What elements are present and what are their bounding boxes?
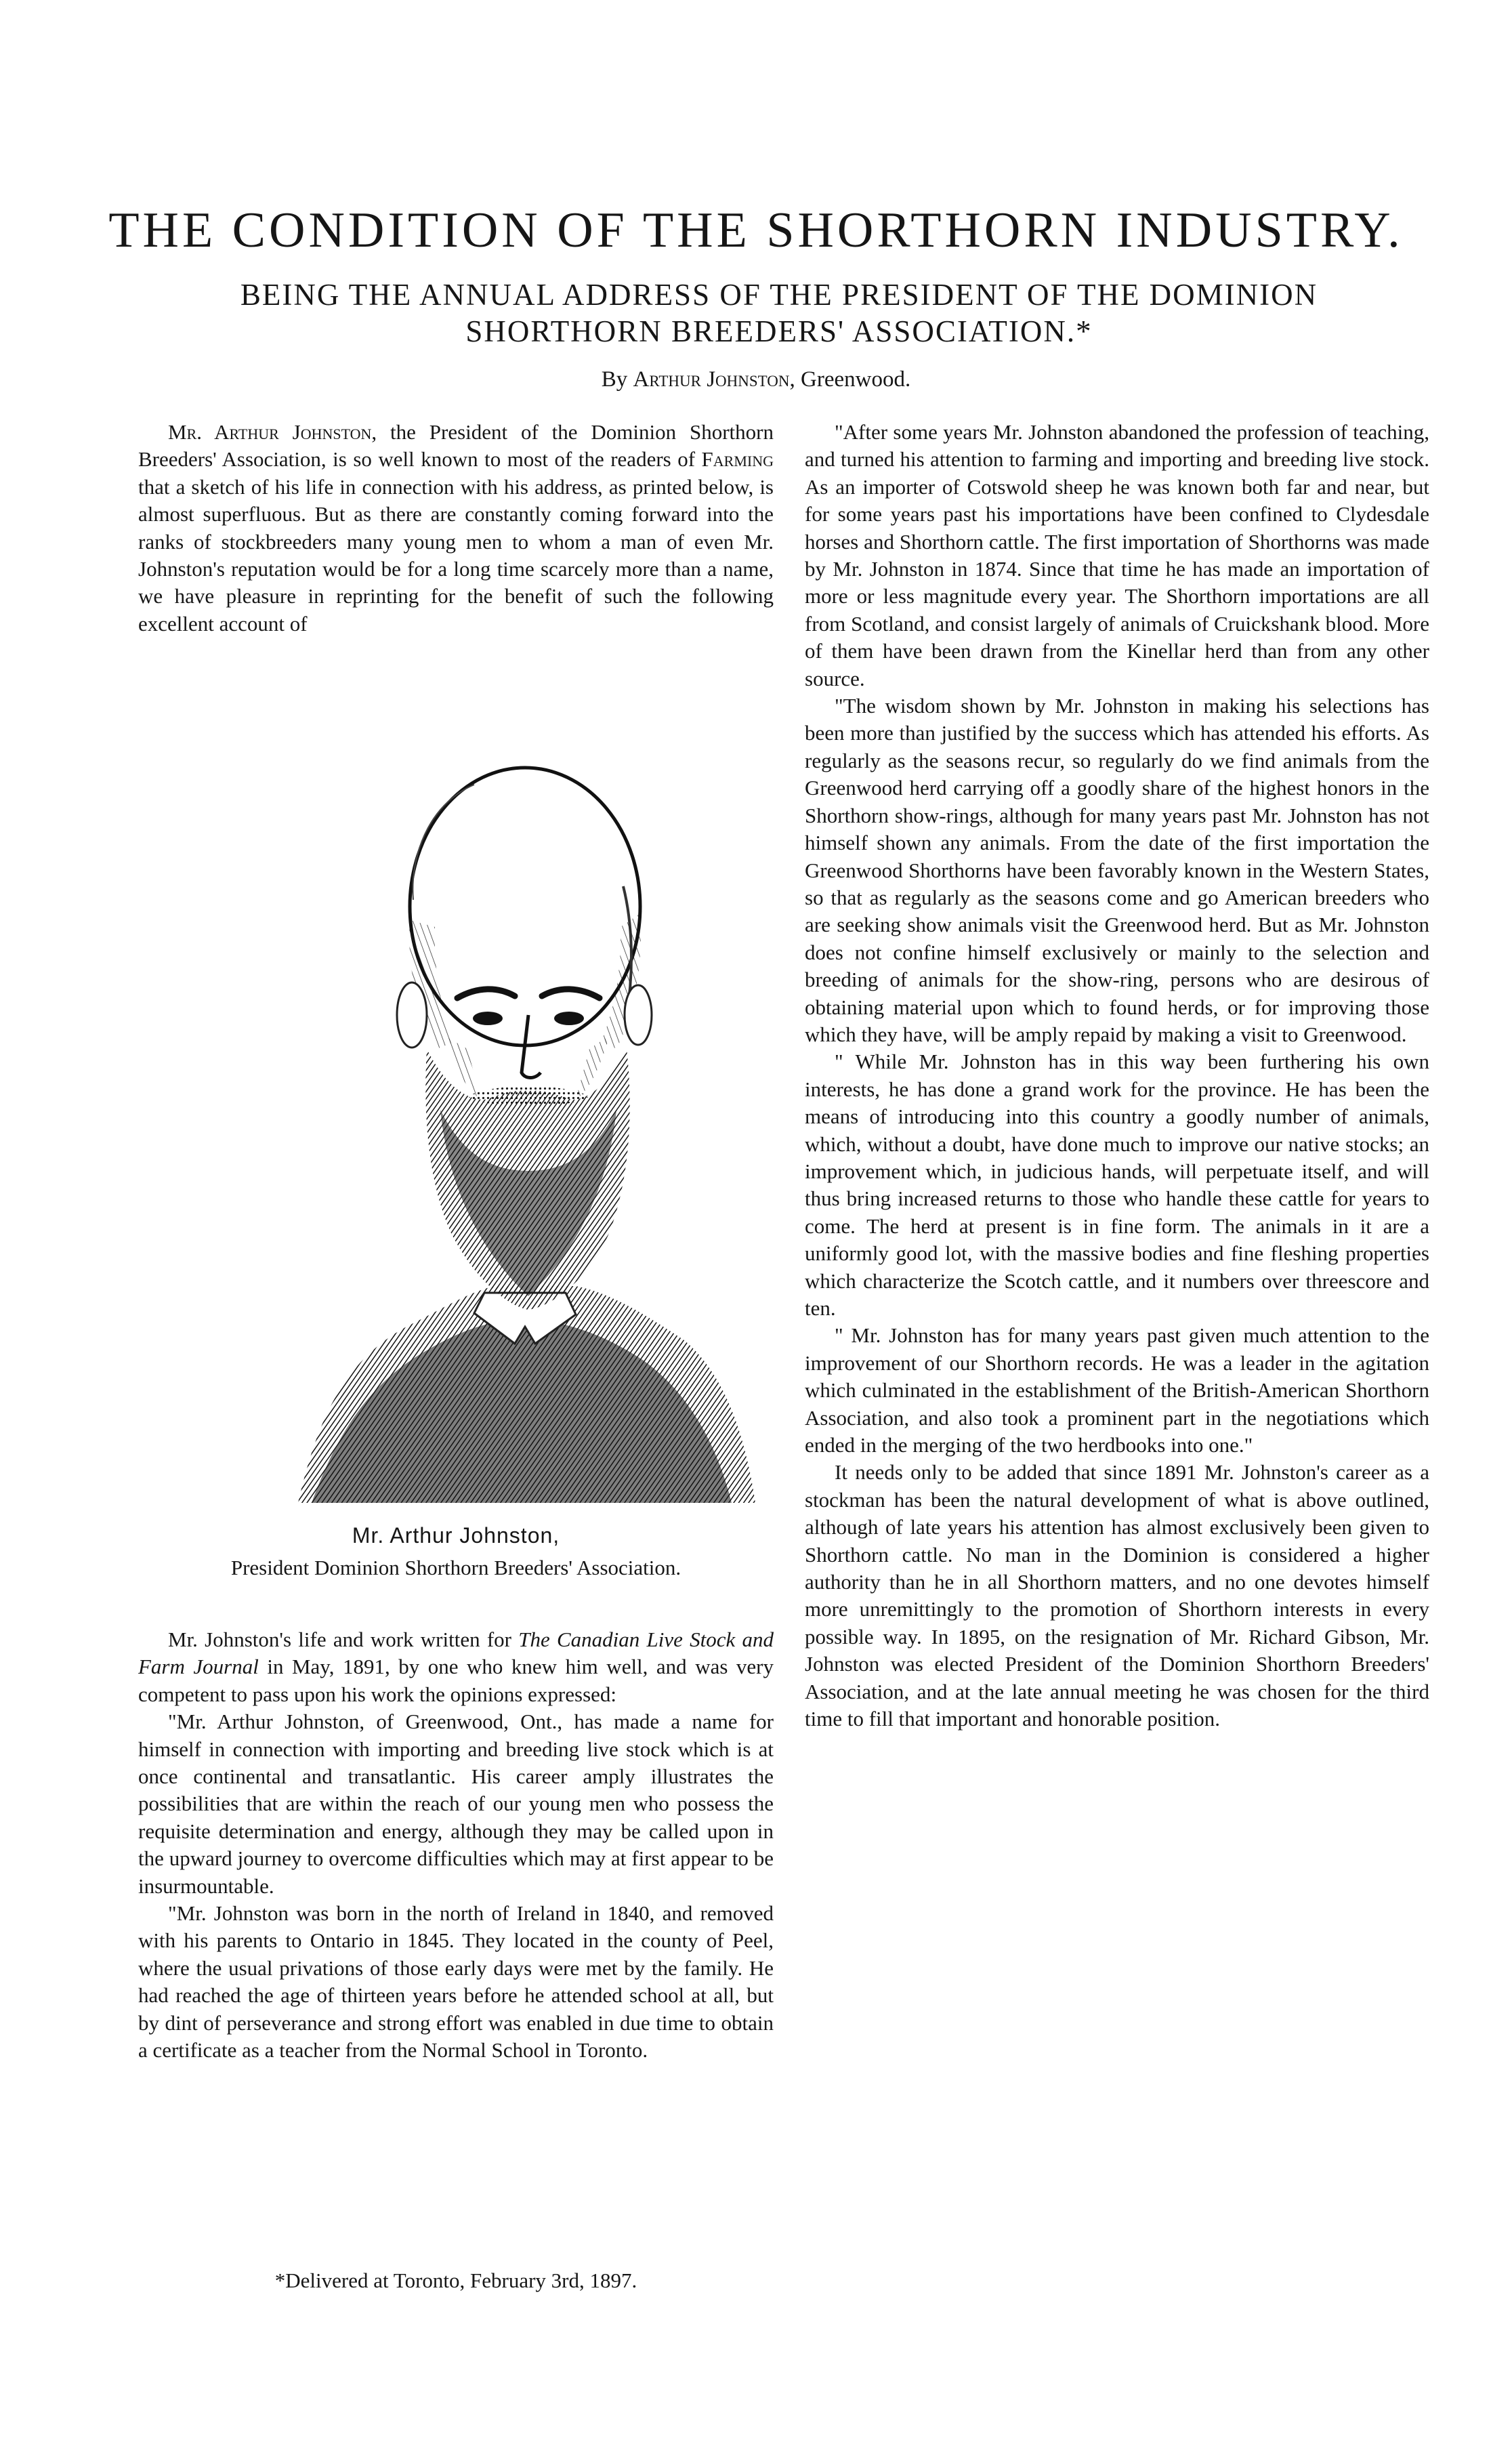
right-paragraph-2: "The wisdom shown by Mr. Johnston in making his selections has been more than justified by the success which has attended his efforts. As regularly as the seasons recur, so regularly do we find animals from the Greenwood herd carrying off a goodly share of the highest honors in the Shorthorn show-rings, although for many years past Mr. Johnston has not himself shown any animals. From the date of the first importation the Greenwood Shorthorns have been favorably known in the Western States, so that as regularly as the seasons come and go American breeders who are seeking show animals visit the Greenwood herd. But as Mr. Johnston does not confine himself exclusively or mainly to the selection and breeding of animals for the show-ring, persons who are desirous of obtaining material upon which to found herds, or for improving those which they have, will be amply repaid by making a visit to Greenwood. bbox=[805, 694, 1429, 1046]
byline bbox=[0, 366, 1512, 393]
right-column bbox=[805, 419, 1429, 1733]
portrait-engraving bbox=[291, 730, 759, 1510]
intro-paragraph-block bbox=[138, 419, 774, 638]
byline-place: , Greenwood. bbox=[789, 367, 911, 392]
byline-author: Arthur Johnston bbox=[633, 367, 790, 392]
intro-text-2: that a sketch of his life in connection with his address, as printed below, is almost superfluous. But as there are constantly coming forward into the ranks of stockbreeders many young men to whom a man of even Mr. Johnston's reputation would be for a long time scarcely more than a name, we have pleasure in reprinting for the benefit of such the following excellent account of bbox=[138, 474, 774, 636]
journal-title: The Canadian Live Stock and Farm Journal bbox=[138, 1628, 774, 1679]
left-paragraph-2: "Mr. Arthur Johnston, of Greenwood, Ont., has made a name for himself in connection with importing and breeding live stock which is at once continental and transatlantic. His career amply illustrates the possibilities that are within the reach of our young men who possess the requisite determination and energy, although they may be called upon in the upward journey to overcome difficulties which may at first appear to be insurmountable. bbox=[138, 1710, 774, 1898]
intro-paragraph bbox=[138, 419, 774, 638]
right-paragraph-5: It needs only to be added that since 1891 Mr. Johnston's career as a stockman has been the natural development of what is above outlined, although of late years his attention has almost exclusively been given to Shorthorn cattle. No man in the Dominion is considered a higher authority than he in all Shorthorn matters, and no one devotes himself more unremittingly to the promotion of Shorthorn interests in every possible way. In 1895, on the resignation of Mr. Richard Gibson, Mr. Johnston was elected President of the Dominion Shorthorn Breeders' Association, and at the late annual meeting he was chosen for the third time to fill that important and honorable position. bbox=[805, 1460, 1429, 1731]
article-title: THE CONDITION OF THE SHORTHORN INDUSTRY. bbox=[108, 203, 1404, 258]
intro-lead: Mr. Arthur Johnston bbox=[168, 420, 372, 444]
right-paragraph-3: " While Mr. Johnston has in this way been furthering his own interests, he has done a grand work for the province. He has been the means of introducing into this country a goodly number of animals, which, without a doubt, have done much to improve our native stocks; an improvement which, in judicious hands, will perpetuate itself, and will thus bring increased returns to those who handle these cattle for years to come. The herd at present is in fine form. The animals in it are a uniformly good lot, with the massive bodies and fine fleshing properties which characterize the Scotch cattle, and it numbers over threescore and ten. bbox=[805, 1050, 1429, 1320]
left-paragraph-3: "Mr. Johnston was born in the north of Ireland in 1840, and removed with his parents to Ontario in 1845. They located in the county of Peel, where the usual privations of those early days were met by the family. He had reached the age of thirteen years before he attended school at all, but by dint of perseverance and strong effort was enabled in due time to obtain a certificate as a teacher from the Normal School in Toronto. bbox=[138, 1901, 774, 2063]
left-paragraph-1 bbox=[138, 1626, 774, 1708]
left-column-continued bbox=[138, 1626, 774, 2065]
right-paragraph-4: " Mr. Johnston has for many years past given much attention to the improvement of our Shorthorn records. He was a leader in the agitation which culminated in the establishment of the British-American Shorthorn Association, and also took a prominent part in the negotiations which ended in the merging of the two herdbooks into one." bbox=[805, 1323, 1429, 1457]
article-subtitle: BEING THE ANNUAL ADDRESS OF THE PRESIDENT OF THE DOMINION SHORTHORN BREEDERS' ASSOCIATION.* bbox=[240, 278, 1318, 348]
right-paragraph-1: "After some years Mr. Johnston abandoned the profession of teaching, and turned his attention to farming and importing and breeding live stock. As an importer of Cotswold sheep he was known both far and near, but for some years past his importations have been confined to Clydesdale horses and Shorthorn cattle. The first importation of Shorthorns was made by Mr. Johnston in 1874. Since that time he has made an importation of more or less magnitude every year. The Shorthorn importations are all from Scotland, and consist largely of animals of Cruickshank blood. More of them have been drawn from the Kinellar herd than from any other source. bbox=[805, 420, 1429, 690]
intro-text-1: , the President of the Dominion Shorthorn Breeders' Association, is so well known to most of the readers of bbox=[138, 420, 774, 472]
byline-prefix: By bbox=[601, 367, 628, 392]
portrait-caption-name: Mr. Arthur Johnston, bbox=[352, 1523, 560, 1548]
left-p1-text-b: in May, 1891, by one who knew him well, and was very competent to pass upon his work the opinions expressed: bbox=[138, 1655, 774, 1706]
farming-publication: Farming bbox=[701, 447, 774, 472]
footnote: *Delivered at Toronto, February 3rd, 1897. bbox=[274, 2269, 637, 2292]
left-p1-text-a: Mr. Johnston's life and work written for bbox=[168, 1628, 519, 1651]
portrait-caption-role: President Dominion Shorthorn Breeders' Association. bbox=[230, 1556, 681, 1579]
